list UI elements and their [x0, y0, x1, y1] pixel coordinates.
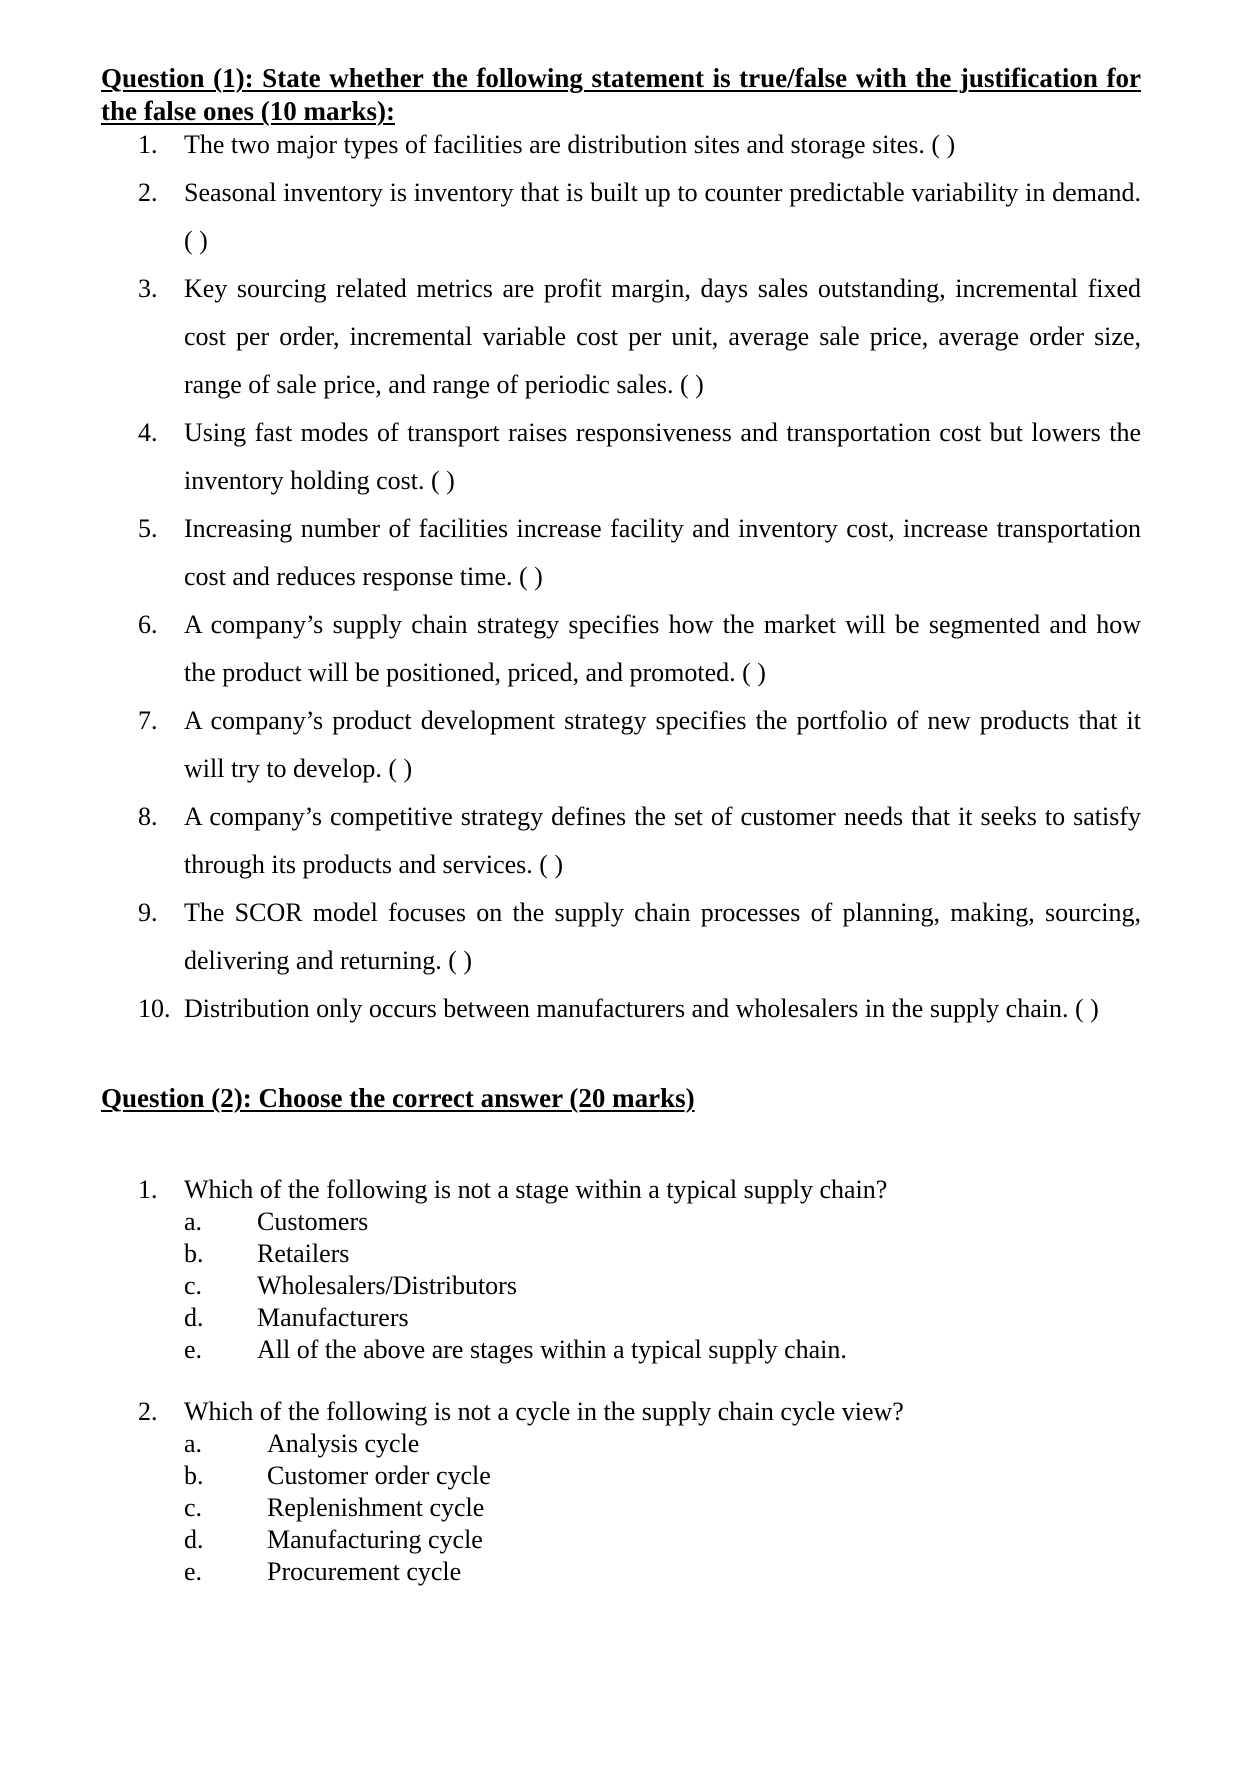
- tf-item-number: 7.: [138, 706, 158, 735]
- tf-item-number: 3.: [138, 274, 158, 303]
- mcq-number: 2.: [138, 1397, 158, 1426]
- tf-item-text: A company’s supply chain strategy specifies how the market will be segmented and how the product will be positioned, priced, and promoted. ( ): [184, 610, 1141, 687]
- mcq-option-e: [138, 1556, 1141, 1588]
- tf-item-number: 9.: [138, 898, 158, 927]
- option-text: Procurement cycle: [267, 1557, 462, 1586]
- mcq-number: 1.: [138, 1175, 158, 1204]
- option-text: Customer order cycle: [267, 1461, 491, 1490]
- tf-item-8: [138, 793, 1141, 889]
- mcq-item-1: [138, 1174, 1141, 1366]
- tf-item-text: The two major types of facilities are distribution sites and storage sites. ( ): [184, 130, 956, 159]
- tf-item-number: 5.: [138, 514, 158, 543]
- option-letter: c.: [184, 1271, 203, 1300]
- option-letter: b.: [184, 1461, 204, 1490]
- tf-item-5: [138, 505, 1141, 601]
- option-letter: c.: [184, 1493, 203, 1522]
- tf-item-9: [138, 889, 1141, 985]
- option-text: Customers: [257, 1207, 369, 1236]
- tf-item-4: [138, 409, 1141, 505]
- mcq-option-b: [138, 1238, 1141, 1270]
- option-text: Manufacturers: [257, 1303, 409, 1332]
- tf-item-text: The SCOR model focuses on the supply chain processes of planning, making, sourcing, delivering and returning. ( ): [184, 898, 1141, 975]
- mcq-item-2: [138, 1396, 1141, 1588]
- tf-item-6: [138, 601, 1141, 697]
- tf-item-text: Seasonal inventory is inventory that is built up to counter predictable variability in demand. ( ): [184, 178, 1141, 255]
- mcq-stem: [138, 1396, 1141, 1428]
- tf-item-text: Increasing number of facilities increase facility and inventory cost, increase transportation cost and reduces response time. ( ): [184, 514, 1141, 591]
- option-letter: e.: [184, 1335, 203, 1364]
- option-letter: b.: [184, 1239, 204, 1268]
- tf-item-number: 8.: [138, 802, 158, 831]
- option-letter: e.: [184, 1557, 203, 1586]
- tf-item-number: 4.: [138, 418, 158, 447]
- mcq-stem: [138, 1174, 1141, 1206]
- option-text: Retailers: [257, 1239, 350, 1268]
- mcq-option-c: [138, 1270, 1141, 1302]
- tf-item-text: Distribution only occurs between manufacturers and wholesalers in the supply chain. ( ): [184, 994, 1099, 1023]
- option-letter: a.: [184, 1429, 203, 1458]
- mcq-stem-text: Which of the following is not a stage within a typical supply chain?: [184, 1175, 888, 1204]
- option-text: Analysis cycle: [267, 1429, 420, 1458]
- tf-item-text: A company’s competitive strategy defines the set of customer needs that it seeks to satisfy through its products and services. ( ): [184, 802, 1141, 879]
- mcq-option-d: [138, 1524, 1141, 1556]
- tf-item-number: 6.: [138, 610, 158, 639]
- tf-item-2: [138, 169, 1141, 265]
- option-letter: d.: [184, 1303, 204, 1332]
- mcq-option-d: [138, 1302, 1141, 1334]
- mcq-option-b: [138, 1460, 1141, 1492]
- option-text: Manufacturing cycle: [267, 1525, 483, 1554]
- tf-item-10: [138, 985, 1141, 1033]
- option-text: Replenishment cycle: [267, 1493, 485, 1522]
- question-1-heading: Question (1): State whether the following statement is true/false with the justification for the false ones (10 marks):: [101, 63, 1141, 126]
- tf-item-text: A company’s product development strategy specifies the portfolio of new products that it will try to develop. ( ): [184, 706, 1141, 783]
- tf-item-3: [138, 265, 1141, 409]
- option-text: Wholesalers/Distributors: [257, 1271, 517, 1300]
- tf-item-text: Using fast modes of transport raises responsiveness and transportation cost but lowers the inventory holding cost. ( ): [184, 418, 1141, 495]
- mcq-option-c: [138, 1492, 1141, 1524]
- tf-item-1: [138, 121, 1141, 169]
- mcq-option-e: [138, 1334, 1141, 1366]
- option-letter: d.: [184, 1525, 204, 1554]
- option-text: All of the above are stages within a typical supply chain.: [257, 1335, 847, 1364]
- tf-item-number: 2.: [138, 178, 158, 207]
- tf-item-number: 10.: [138, 994, 171, 1023]
- mcq-stem-text: Which of the following is not a cycle in the supply chain cycle view?: [184, 1397, 904, 1426]
- mcq-option-a: [138, 1206, 1141, 1238]
- tf-item-7: [138, 697, 1141, 793]
- tf-item-text: Key sourcing related metrics are profit margin, days sales outstanding, incremental fixed cost per order, incremental variable cost per unit, average sale price, average order size, range of sale price, and range of periodic sales. ( ): [184, 274, 1141, 399]
- option-letter: a.: [184, 1207, 203, 1236]
- mcq-option-a: [138, 1428, 1141, 1460]
- tf-item-number: 1.: [138, 130, 158, 159]
- question-2-heading: Question (2): Choose the correct answer (20 marks): [101, 1083, 695, 1113]
